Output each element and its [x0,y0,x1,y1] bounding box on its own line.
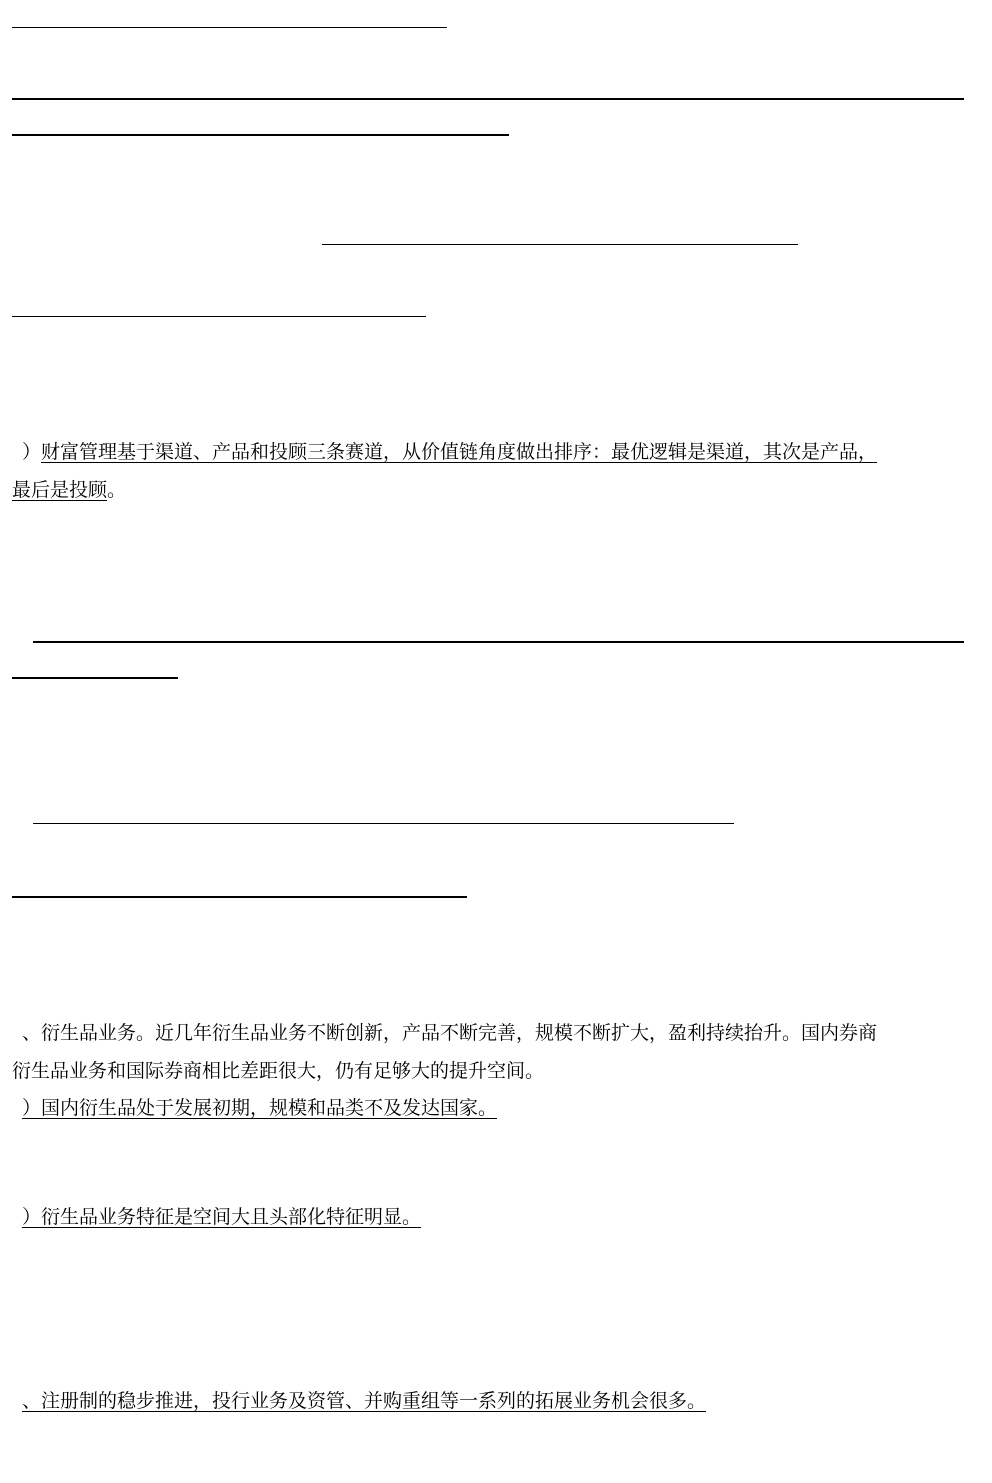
derivatives-line-1 [12,1014,977,1052]
wealth-management-line-1 [12,433,977,471]
blank-line-2 [12,98,964,100]
blank-line-7 [12,677,178,679]
wealth-management-period: 。 [107,479,127,501]
blank-line-5 [12,316,426,317]
wealth-management-text-2: 最后是投顾 [12,479,108,501]
derivatives-point-2-text: ）衍生品业务特征是空间大且头部化特征明显。 [22,1206,422,1228]
derivatives-text-2: 衍生品业务和国际券商相比差距很大，仍有足够大的提升空间。 [12,1060,545,1082]
blank-line-3 [12,134,509,136]
derivatives-line-2 [12,1052,977,1090]
wealth-management-text-1: 财富管理基于渠道、产品和投顾三条赛道，从价值链角度做出排序：最优逻辑是渠道，其次是产品， [41,441,878,463]
derivatives-text-1: 、衍生品业务。近几年衍生品业务不断创新，产品不断完善，规模不断扩大，盈利持续抬升。国内券商 [22,1022,878,1044]
blank-line-9 [12,896,467,898]
registration-line [12,1382,977,1420]
blank-line-8 [33,823,734,824]
derivatives-point-1 [12,1089,977,1127]
derivatives-point-2 [12,1198,977,1236]
wealth-management-line-2 [12,471,977,509]
blank-line-1 [12,27,447,28]
blank-line-6 [33,641,964,643]
derivatives-point-1-text: ）国内衍生品处于发展初期，规模和品类不及发达国家。 [22,1097,498,1119]
registration-text: 、注册制的稳步推进，投行业务及资管、并购重组等一系列的拓展业务机会很多。 [22,1390,707,1412]
wealth-management-prefix: ） [22,441,42,463]
blank-line-4 [322,244,798,245]
